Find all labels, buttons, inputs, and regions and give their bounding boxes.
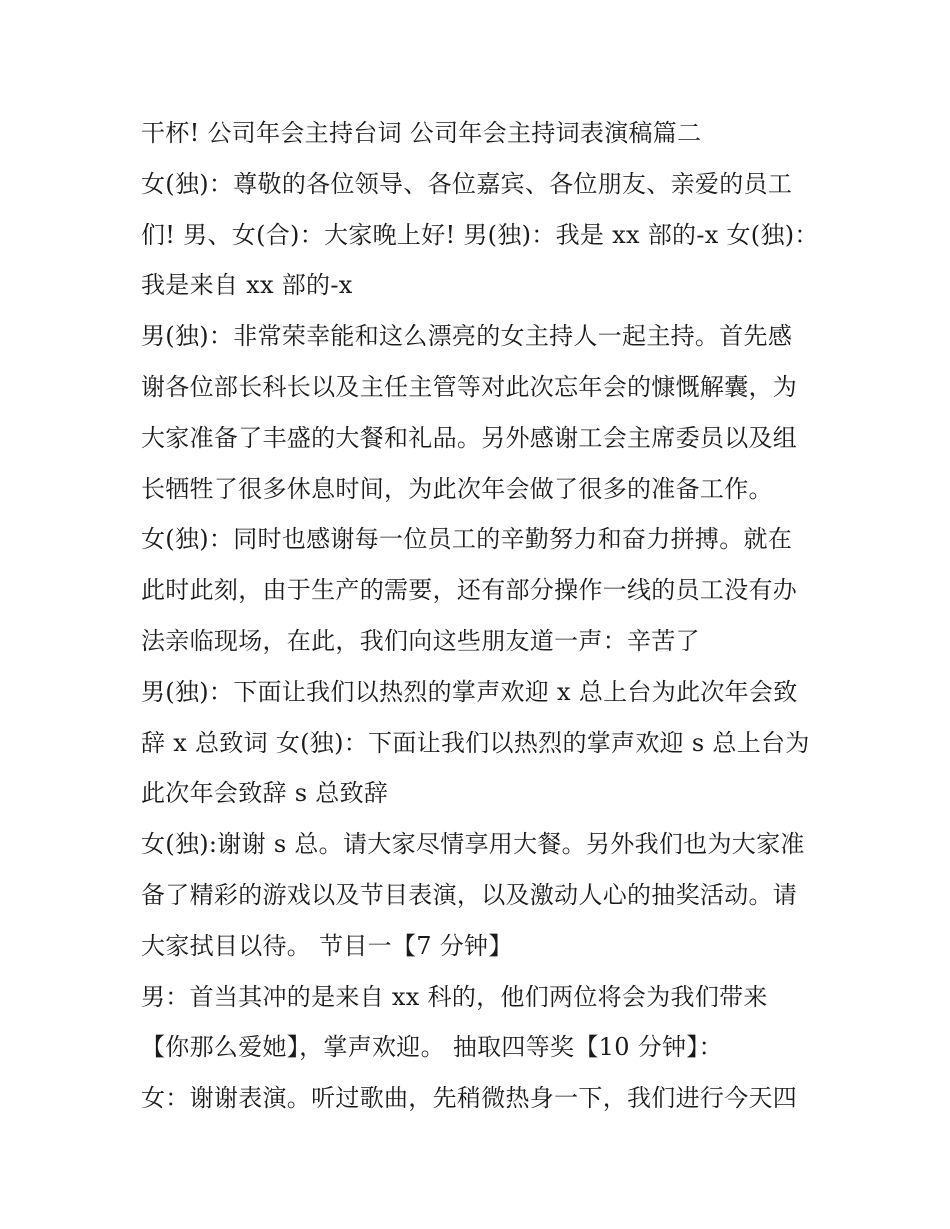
text-line: 女(独)：尊敬的各位领导、各位嘉宾、各位朋友、亲爱的员工 xyxy=(141,169,793,198)
text-line: 女：谢谢表演。听过歌曲，先稍微热身一下，我们进行今天四 xyxy=(141,1084,798,1113)
text-line: 备了精彩的游戏以及节目表演，以及激动人心的抽奖活动。请 xyxy=(141,880,798,909)
text-line: 男(独)：非常荣幸能和这么漂亮的女主持人一起主持。首先感 xyxy=(141,322,793,351)
text-line: 男：首当其冲的是来自 xx 科的，他们两位将会为我们带来 xyxy=(141,982,768,1011)
text-line: 长牺牲了很多休息时间，为此次年会做了很多的准备工作。 xyxy=(141,474,773,503)
text-line: 大家拭目以待。 节目一【7 分钟】 xyxy=(141,931,513,960)
text-line: 男(独)：下面让我们以热烈的掌声欢迎 x 总上台为此次年会致 xyxy=(141,677,798,706)
document-body xyxy=(141,108,821,1124)
text-line: 法亲临现场，在此，我们向这些朋友道一声：辛苦了 xyxy=(141,626,700,655)
document-title: 干杯! 公司年会主持台词 公司年会主持词表演稿篇二 xyxy=(141,119,702,147)
text-line: 此次年会致辞 s 总致辞 xyxy=(141,779,389,808)
text-line: 此时此刻，由于生产的需要，还有部分操作一线的员工没有办 xyxy=(141,576,798,605)
text-line: 辞 x 总致词 女(独)：下面让我们以热烈的掌声欢迎 s 总上台为 xyxy=(141,728,810,757)
text-line: 我是来自 xx 部的-x xyxy=(141,271,353,300)
text-line: 们! 男、女(合)：大家晚上好! 男(独)：我是 xx 部的-x 女(独)： xyxy=(141,220,819,249)
text-line: 女(独):谢谢 s 总。请大家尽情享用大餐。另外我们也为大家准 xyxy=(141,830,805,859)
text-line: 女(独)：同时也感谢每一位员工的辛勤努力和奋力拼搏。就在 xyxy=(141,525,793,554)
text-line: 谢各位部长科长以及主任主管等对此次忘年会的慷慨解囊，为 xyxy=(141,372,798,401)
text-line: 大家准备了丰盛的大餐和礼品。另外感谢工会主席委员以及组 xyxy=(141,423,798,452)
text-line: 【你那么爱她】，掌声欢迎。 抽取四等奖【10 分钟】： xyxy=(141,1033,723,1062)
